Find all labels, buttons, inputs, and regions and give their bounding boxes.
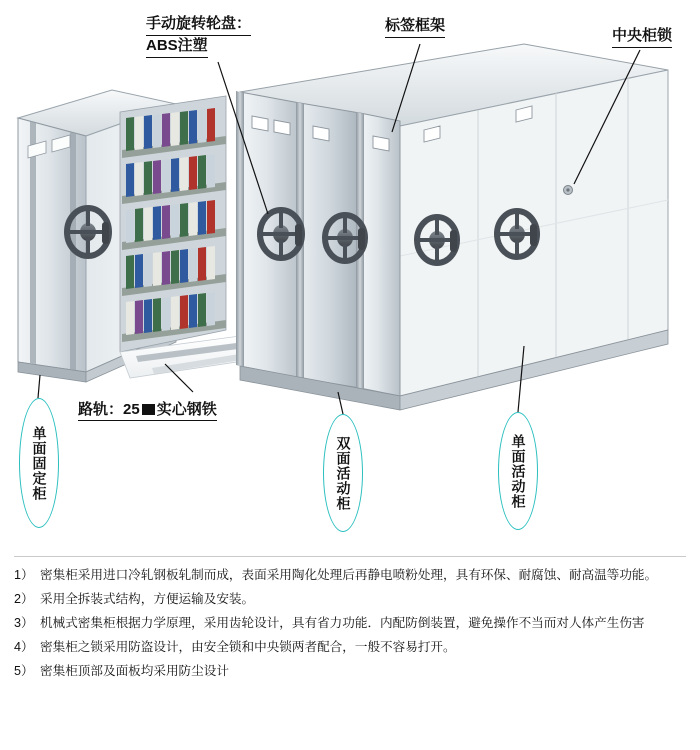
callout-double-mobile <box>323 414 363 532</box>
note-text: 密集柜之锁采用防盗设计，由安全锁和中央锁两者配合，一般不容易打开。 <box>40 640 456 654</box>
handwheel-4[interactable] <box>496 211 538 258</box>
note-item <box>14 589 686 609</box>
open-shelf-bay <box>120 96 226 352</box>
label-turn-handle-line2: ABS注塑 <box>146 36 208 58</box>
note-index: 1） <box>14 568 34 582</box>
note-item <box>14 565 686 585</box>
rail-profile-glyph <box>142 404 155 415</box>
note-text: 密集柜顶部及面板均采用防尘设计 <box>40 664 229 678</box>
handwheel-fixed[interactable] <box>66 208 110 256</box>
note-item <box>14 613 686 633</box>
note-text: 机械式密集柜根据力学原理，采用齿轮设计，具有省力功能．内配防倒装置，避免操作不当而对人体产生伤害 <box>40 616 645 630</box>
callout-fixed-single <box>19 398 59 528</box>
label-turn-handle <box>146 14 251 58</box>
label-label-frame-text: 标签框架 <box>385 16 445 38</box>
label-central-lock <box>612 26 672 48</box>
label-label-frame <box>385 16 445 38</box>
label-rail-prefix: 路轨： <box>78 401 124 418</box>
label-rail <box>78 398 217 421</box>
label-central-lock-text: 中央柜锁 <box>612 26 672 48</box>
notes-section <box>0 548 700 750</box>
label-rail-value: 25 <box>123 401 140 418</box>
note-text: 采用全拆装式结构，方便运输及安装。 <box>40 592 255 606</box>
handwheel-1[interactable] <box>259 210 303 258</box>
label-rail-suffix: 实心钢铁 <box>156 401 217 418</box>
callout-single-mobile-text: 单面活动柜 <box>510 433 527 509</box>
label-turn-handle-line1: 手动旋转轮盘： <box>146 14 251 36</box>
handwheel-3[interactable] <box>416 217 458 264</box>
central-lock[interactable] <box>564 186 573 195</box>
note-item <box>14 661 686 681</box>
note-item <box>14 637 686 657</box>
note-index: 2） <box>14 592 34 606</box>
note-index: 5） <box>14 664 34 678</box>
note-index: 3） <box>14 616 34 630</box>
note-text: 密集柜采用进口冷轧钢板轧制而成，表面采用陶化处理后再静电喷粉处理，具有环保、耐腐蚀、耐高温等功能。 <box>40 568 658 582</box>
handwheel-2[interactable] <box>324 215 366 262</box>
note-index: 4） <box>14 640 34 654</box>
callout-fixed-single-text: 单面固定柜 <box>31 425 48 501</box>
notes-divider <box>14 556 686 557</box>
callout-double-mobile-text: 双面活动柜 <box>335 435 352 511</box>
callout-single-mobile <box>498 412 538 530</box>
